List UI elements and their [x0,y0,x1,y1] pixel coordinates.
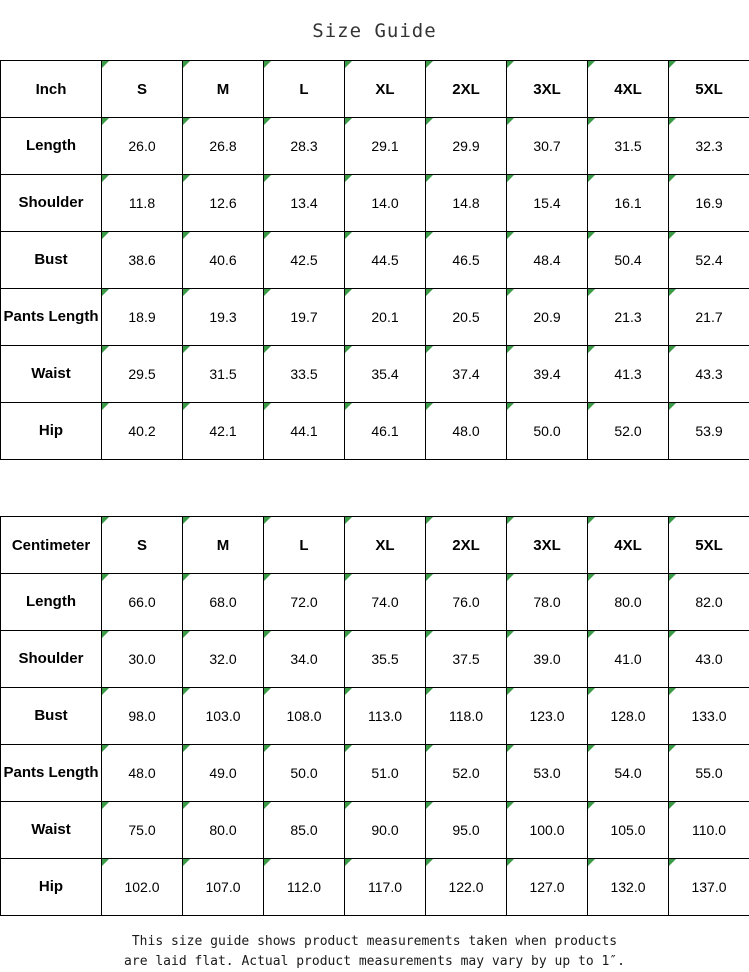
table-row [1,574,749,631]
measurement-cell: 42.5 [264,232,345,289]
measurement-cell: 43.0 [669,631,749,688]
measurement-cell: 38.6 [102,232,183,289]
table-row [1,232,749,289]
column-header-size: L [264,61,345,118]
measurement-cell: 37.5 [426,631,507,688]
column-header-size: XL [345,517,426,574]
measurement-cell: 53.0 [507,745,588,802]
measurement-cell: 39.0 [507,631,588,688]
measurement-cell: 122.0 [426,859,507,916]
measurement-cell: 127.0 [507,859,588,916]
measurement-cell: 133.0 [669,688,749,745]
row-label: Length [1,574,102,631]
measurement-cell: 20.5 [426,289,507,346]
measurement-cell: 102.0 [102,859,183,916]
measurement-cell: 52.0 [588,403,669,460]
row-label: Waist [1,802,102,859]
measurement-cell: 11.8 [102,175,183,232]
measurement-cell: 35.5 [345,631,426,688]
measurement-cell: 43.3 [669,346,749,403]
measurement-cell: 46.5 [426,232,507,289]
measurement-cell: 30.7 [507,118,588,175]
column-header-size: 2XL [426,517,507,574]
footnote [0,916,749,972]
measurement-cell: 40.2 [102,403,183,460]
row-label: Shoulder [1,175,102,232]
unit-label-inch: Inch [1,61,102,118]
measurement-cell: 21.3 [588,289,669,346]
measurement-cell: 105.0 [588,802,669,859]
measurement-cell: 55.0 [669,745,749,802]
measurement-cell: 15.4 [507,175,588,232]
measurement-cell: 128.0 [588,688,669,745]
measurement-cell: 78.0 [507,574,588,631]
measurement-cell: 35.4 [345,346,426,403]
measurement-cell: 16.1 [588,175,669,232]
measurement-cell: 108.0 [264,688,345,745]
measurement-cell: 95.0 [426,802,507,859]
footnote-line-2: are laid flat. Actual product measurements may vary by up to 1″. [0,952,749,972]
column-header-size: 4XL [588,517,669,574]
column-header-size: M [183,61,264,118]
measurement-cell: 28.3 [264,118,345,175]
measurement-cell: 48.4 [507,232,588,289]
measurement-cell: 66.0 [102,574,183,631]
table-header-row [1,61,749,118]
table-row [1,745,749,802]
measurement-cell: 40.6 [183,232,264,289]
measurement-cell: 29.5 [102,346,183,403]
table-header-row [1,517,749,574]
measurement-cell: 14.0 [345,175,426,232]
table-row [1,688,749,745]
measurement-cell: 76.0 [426,574,507,631]
measurement-cell: 72.0 [264,574,345,631]
measurement-cell: 68.0 [183,574,264,631]
row-label: Bust [1,232,102,289]
table-row [1,859,749,916]
column-header-size: S [102,61,183,118]
table-row [1,631,749,688]
measurement-cell: 132.0 [588,859,669,916]
measurement-cell: 32.0 [183,631,264,688]
row-label: Shoulder [1,631,102,688]
measurement-cell: 21.7 [669,289,749,346]
measurement-cell: 30.0 [102,631,183,688]
row-label: Length [1,118,102,175]
measurement-cell: 50.0 [507,403,588,460]
measurement-cell: 107.0 [183,859,264,916]
measurement-cell: 46.1 [345,403,426,460]
measurement-cell: 19.3 [183,289,264,346]
measurement-cell: 110.0 [669,802,749,859]
measurement-cell: 41.0 [588,631,669,688]
measurement-cell: 85.0 [264,802,345,859]
measurement-cell: 75.0 [102,802,183,859]
table-row [1,346,749,403]
page-title: Size Guide [0,0,749,60]
measurement-cell: 32.3 [669,118,749,175]
measurement-cell: 19.7 [264,289,345,346]
measurement-cell: 16.9 [669,175,749,232]
measurement-cell: 31.5 [588,118,669,175]
table-row [1,289,749,346]
measurement-cell: 54.0 [588,745,669,802]
measurement-cell: 112.0 [264,859,345,916]
measurement-cell: 118.0 [426,688,507,745]
measurement-cell: 12.6 [183,175,264,232]
measurement-cell: 33.5 [264,346,345,403]
measurement-cell: 14.8 [426,175,507,232]
measurement-cell: 34.0 [264,631,345,688]
measurement-cell: 50.4 [588,232,669,289]
size-table-centimeter [0,516,749,916]
measurement-cell: 48.0 [426,403,507,460]
measurement-cell: 41.3 [588,346,669,403]
measurement-cell: 50.0 [264,745,345,802]
measurement-cell: 100.0 [507,802,588,859]
footnote-line-1: This size guide shows product measurements taken when products [0,932,749,952]
measurement-cell: 80.0 [588,574,669,631]
measurement-cell: 13.4 [264,175,345,232]
measurement-cell: 29.9 [426,118,507,175]
row-label: Bust [1,688,102,745]
measurement-cell: 137.0 [669,859,749,916]
measurement-cell: 80.0 [183,802,264,859]
measurement-cell: 39.4 [507,346,588,403]
measurement-cell: 49.0 [183,745,264,802]
measurement-cell: 74.0 [345,574,426,631]
column-header-size: XL [345,61,426,118]
measurement-cell: 18.9 [102,289,183,346]
measurement-cell: 48.0 [102,745,183,802]
measurement-cell: 44.5 [345,232,426,289]
row-label: Waist [1,346,102,403]
table-row [1,403,749,460]
row-label: Hip [1,859,102,916]
measurement-cell: 53.9 [669,403,749,460]
measurement-cell: 117.0 [345,859,426,916]
measurement-cell: 52.4 [669,232,749,289]
column-header-size: 3XL [507,517,588,574]
measurement-cell: 20.1 [345,289,426,346]
table-row [1,175,749,232]
row-label: Hip [1,403,102,460]
row-label: Pants Length [1,745,102,802]
measurement-cell: 26.8 [183,118,264,175]
column-header-size: 3XL [507,61,588,118]
column-header-size: M [183,517,264,574]
measurement-cell: 20.9 [507,289,588,346]
column-header-size: 5XL [669,61,749,118]
column-header-size: 4XL [588,61,669,118]
measurement-cell: 42.1 [183,403,264,460]
measurement-cell: 52.0 [426,745,507,802]
measurement-cell: 51.0 [345,745,426,802]
size-table-inch [0,60,749,460]
table-row [1,802,749,859]
measurement-cell: 82.0 [669,574,749,631]
measurement-cell: 37.4 [426,346,507,403]
measurement-cell: 26.0 [102,118,183,175]
column-header-size: 5XL [669,517,749,574]
measurement-cell: 98.0 [102,688,183,745]
measurement-cell: 103.0 [183,688,264,745]
measurement-cell: 29.1 [345,118,426,175]
column-header-size: L [264,517,345,574]
measurement-cell: 123.0 [507,688,588,745]
row-label: Pants Length [1,289,102,346]
measurement-cell: 31.5 [183,346,264,403]
measurement-cell: 90.0 [345,802,426,859]
column-header-size: 2XL [426,61,507,118]
measurement-cell: 113.0 [345,688,426,745]
table-row [1,118,749,175]
unit-label-centimeter: Centimeter [1,517,102,574]
column-header-size: S [102,517,183,574]
measurement-cell: 44.1 [264,403,345,460]
table-separator [0,460,749,516]
